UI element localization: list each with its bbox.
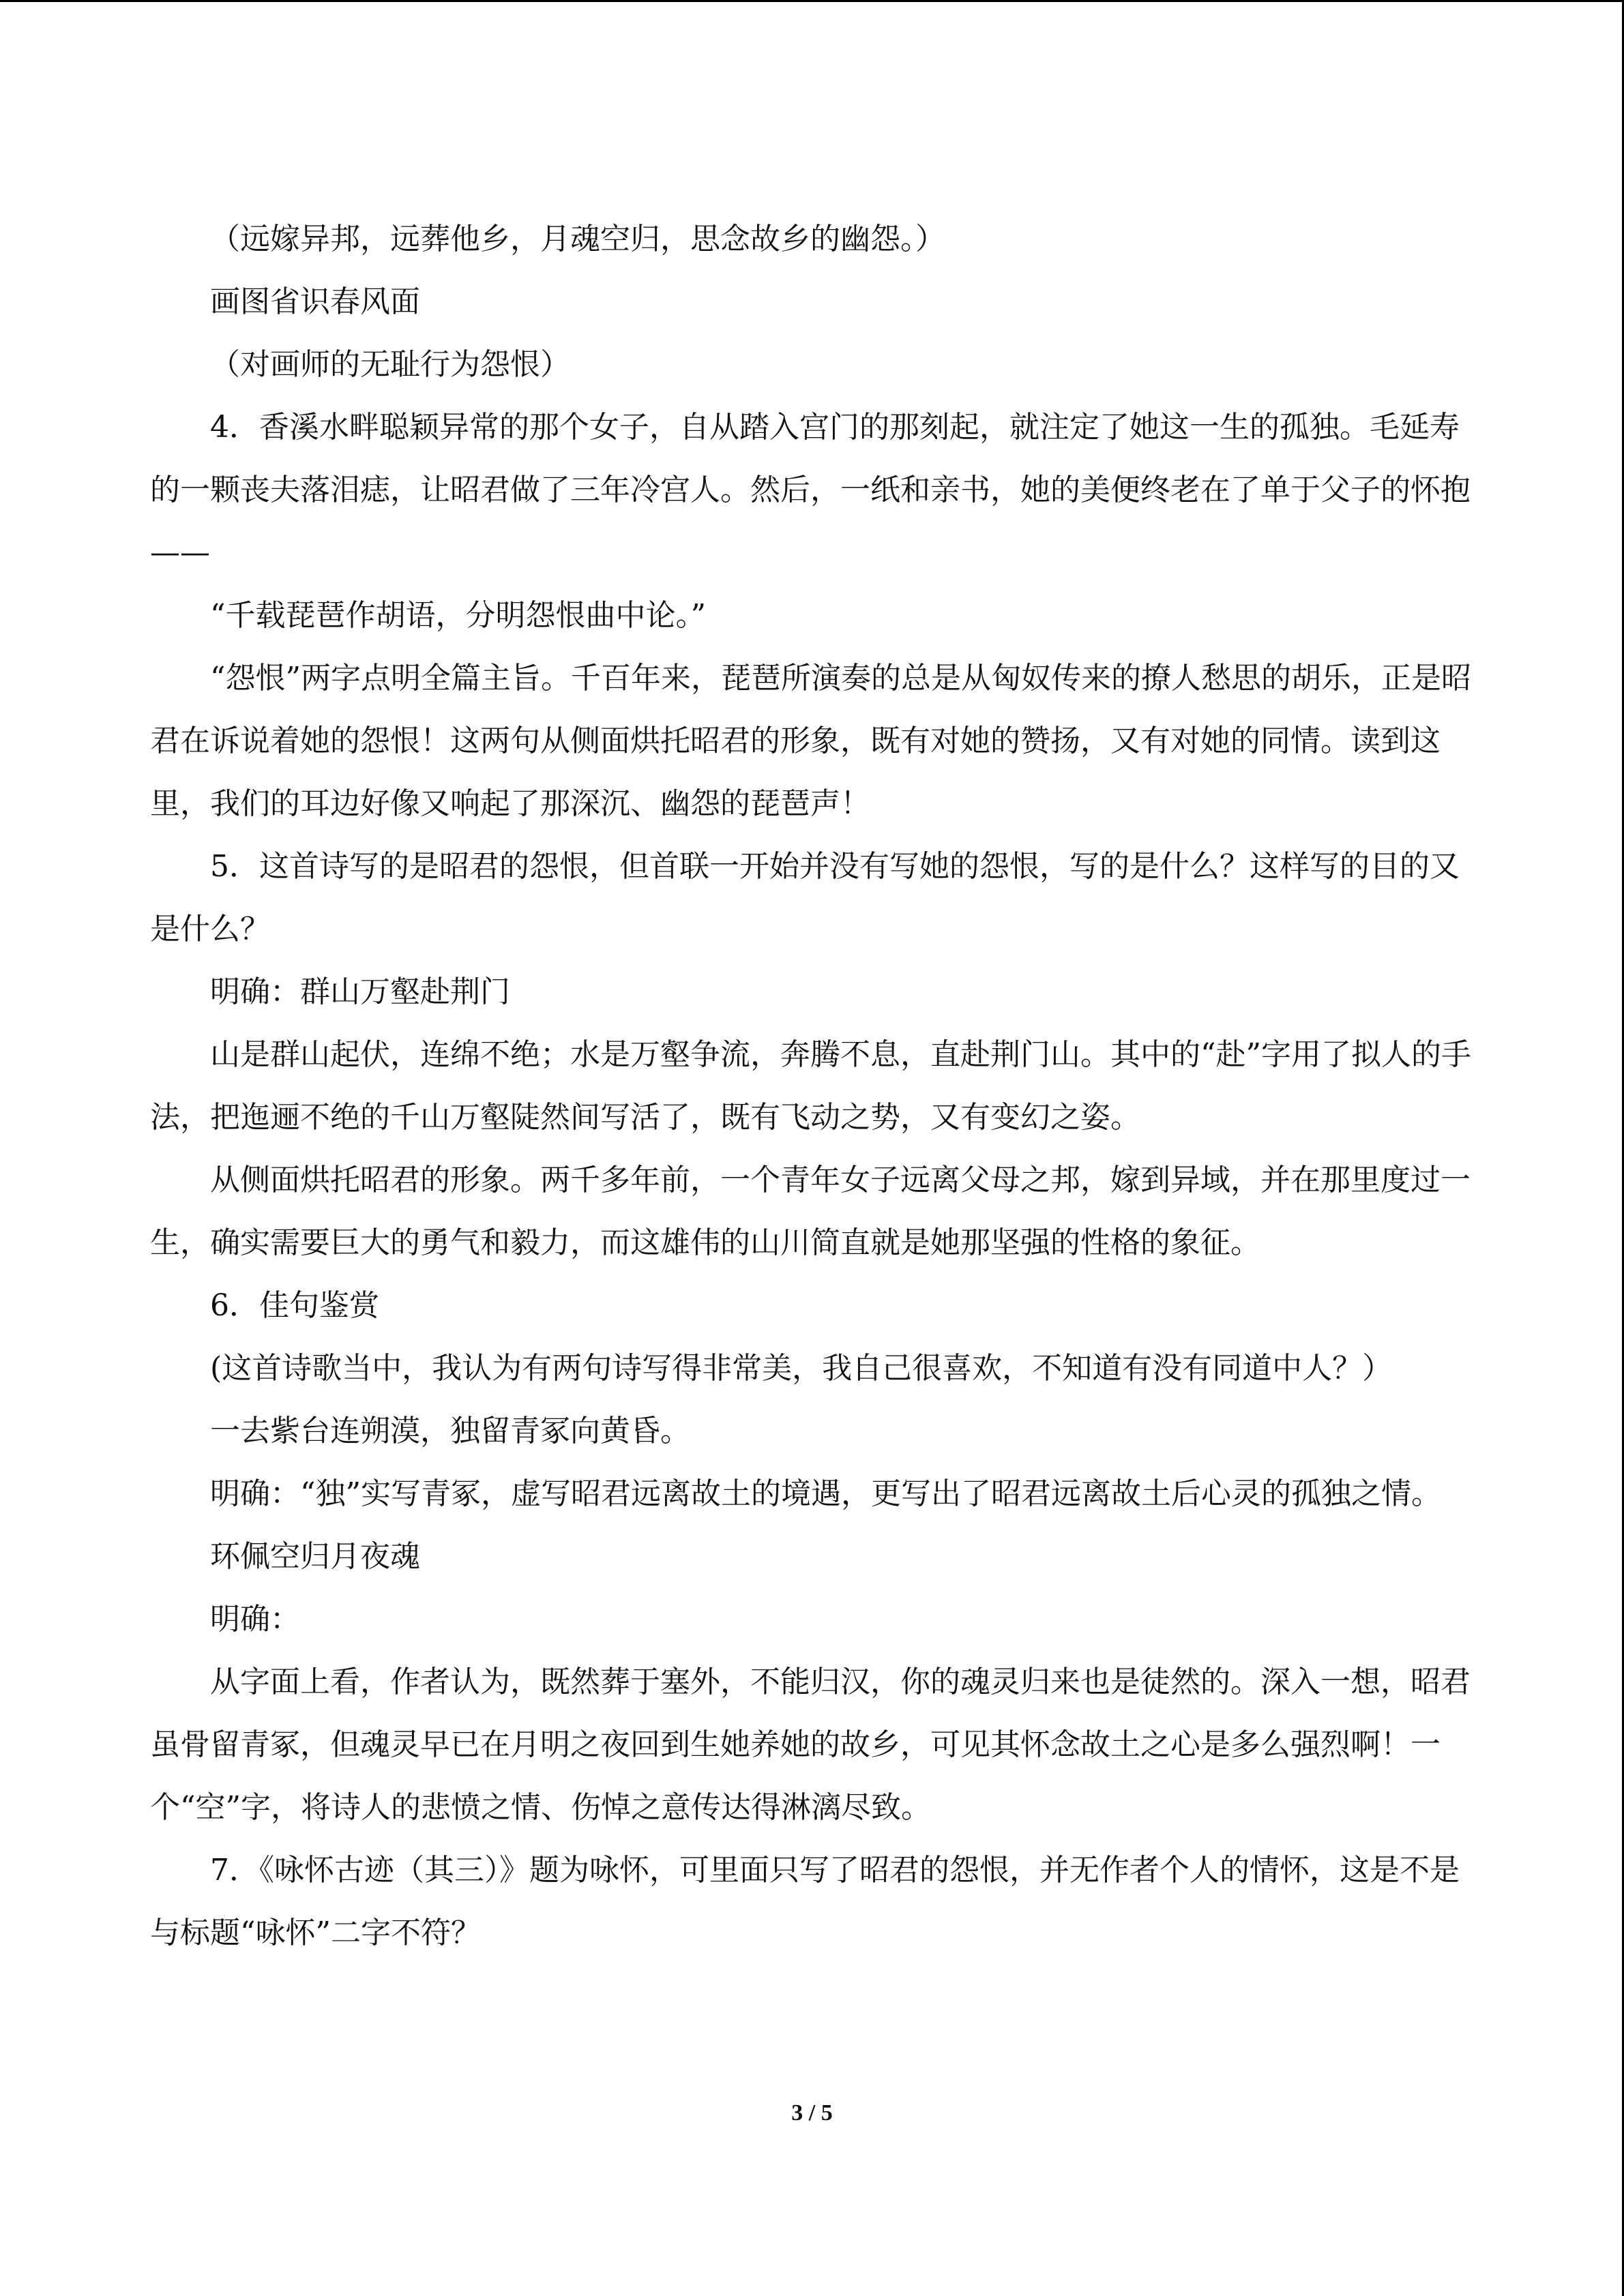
paragraph: 明确：群山万壑赴荆门 (210, 974, 510, 1009)
paragraph: 明确：“独”实写青冢，虚写昭君远离故土的境遇，更写出了昭君远离故土后心灵的孤独之情。 (210, 1476, 1441, 1511)
paragraph: （远嫁异邦，远葬他乡，月魂空归，思念故乡的幽怨。） (210, 222, 945, 256)
page-border-top (0, 0, 1624, 2)
document-body (150, 208, 1487, 1965)
paragraph: 7．《咏怀古迹（其三）》题为咏怀，可里面只写了昭君的怨恨，并无作者个人的情怀，这是不是与标题“咏怀”二字不符？ (150, 1853, 1460, 1950)
paragraph: 一去紫台连朔漠，独留青冢向黄昏。 (210, 1414, 690, 1448)
paragraph: 5．这首诗写的是昭君的怨恨，但首联一开始并没有写她的怨恨，写的是什么？这样写的目的又是什么？ (150, 849, 1460, 946)
paragraph: 6．佳句鉴赏 (210, 1288, 379, 1323)
paragraph: 从侧面烘托昭君的形象。两千多年前，一个青年女子远离父母之邦，嫁到异域，并在那里度过一生，确实需要巨大的勇气和毅力，而这雄伟的山川简直就是她那坚强的性格的象征。 (150, 1163, 1471, 1260)
paragraph: 山是群山起伏，连绵不绝；水是万壑争流，奔腾不息，直赴荆门山。其中的“赴”字用了拟人的手法，把迤逦不绝的千山万壑陡然间写活了，既有飞动之势，又有变幻之姿。 (150, 1037, 1471, 1135)
paragraph: “怨恨”两字点明全篇主旨。千百年来，琵琶所演奏的总是从匈奴传来的撩人愁思的胡乐，正是昭君在诉说着她的怨恨！这两句从侧面烘托昭君的形象，既有对她的赞扬，又有对她的同情。读到这里，我们的耳边好像又响起了那深沉、幽怨的琵琶声！ (150, 661, 1471, 821)
paragraph: 4．香溪水畔聪颖异常的那个女子，自从踏入宫门的那刻起，就注定了她这一生的孤独。毛延寿的一颗丧夫落泪痣，让昭君做了三年冷宫人。然后，一纸和亲书，她的美便终老在了单于父子的怀抱—— (150, 410, 1471, 570)
paragraph: 环佩空归月夜魂 (210, 1539, 420, 1574)
paragraph: “千载琵琶作胡语，分明怨恨曲中论。” (210, 598, 706, 633)
page-number: 3 / 5 (791, 2100, 833, 2126)
paragraph: 画图省识春风面 (210, 284, 420, 319)
paragraph: 从字面上看，作者认为，既然葬于塞外，不能归汉，你的魂灵归来也是徒然的。深入一想，昭君虽骨留青冢，但魂灵早已在月明之夜回到生她养她的故乡，可见其怀念故土之心是多么强烈啊！一个“空”字，将诗人的悲愤之情、伤悼之意传达得淋漓尽致。 (150, 1665, 1471, 1825)
paragraph: （对画师的无耻行为怨恨） (210, 347, 570, 382)
paragraph: (这首诗歌当中，我认为有两句诗写得非常美，我自己很喜欢，不知道有没有同道中人？） (210, 1351, 1393, 1386)
paragraph: 明确： (210, 1602, 300, 1637)
